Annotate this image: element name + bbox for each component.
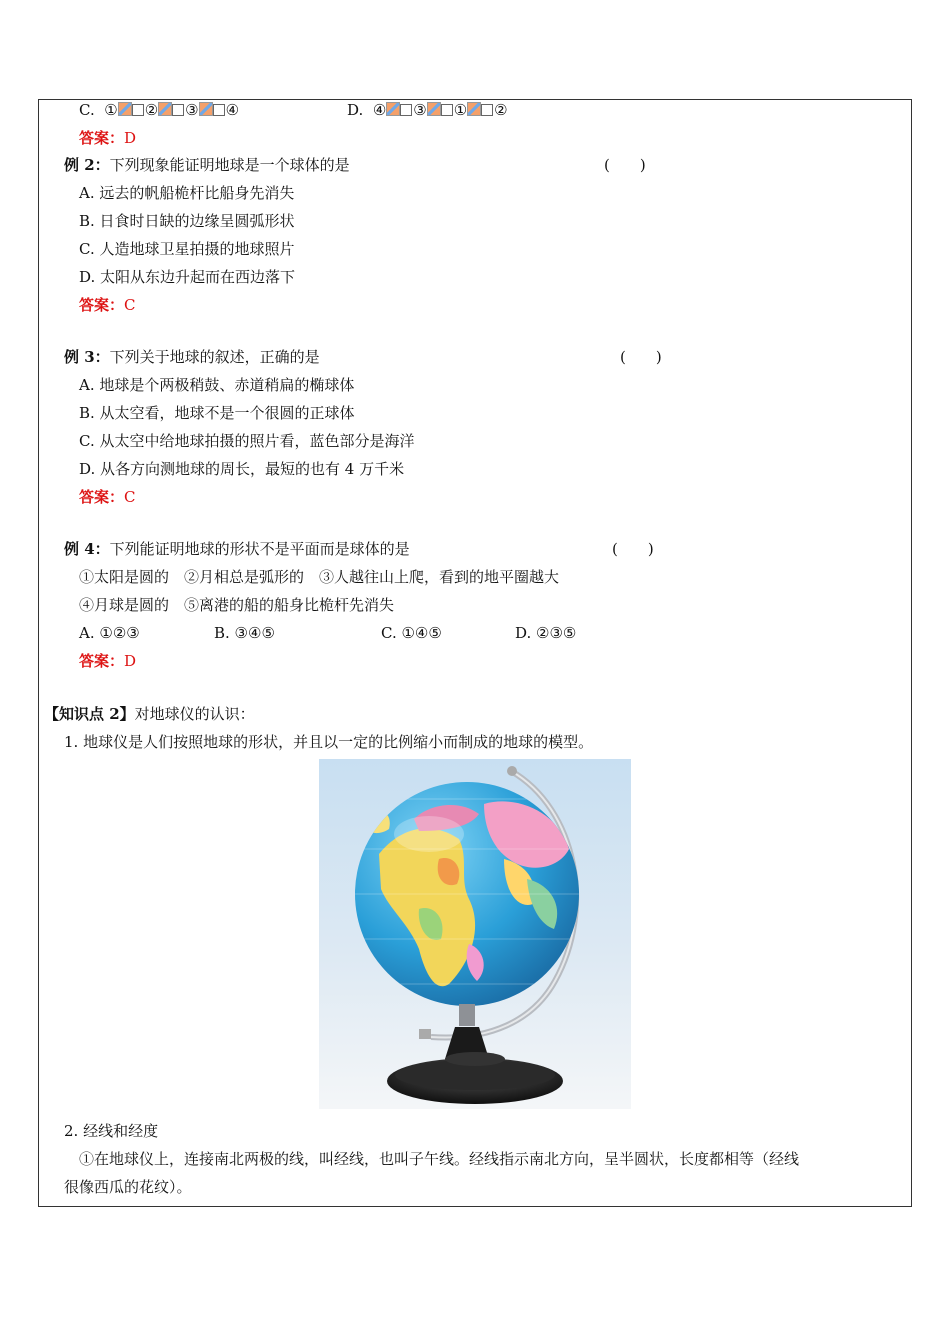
q4-statements-1: ①太阳是圆的 ②月相总是弧形的 ③人越往山上爬，看到的地平圈越大: [79, 568, 560, 586]
q4-option-d: D. ②③⑤: [515, 624, 577, 642]
kp2-paragraph-2: 2. 经线和经度: [64, 1122, 159, 1140]
q4-paren: ( ): [612, 540, 654, 558]
q2-option-a: A. 远去的帆船桅杆比船身先消失: [79, 184, 295, 202]
q2-option-d: D. 太阳从东边升起而在西边落下: [79, 268, 296, 286]
q4-option-a: A. ①②③: [79, 624, 140, 642]
q1-option-d: D. ④ ③ ① ②: [347, 101, 508, 119]
globe-image: [319, 759, 631, 1109]
kp2-paragraph-3a: ①在地球仪上，连接南北两极的线，叫经线，也叫子午线。经线指示南北方向，呈半圆状，长度都相等（经线: [79, 1150, 800, 1168]
q3-option-c: C. 从太空中给地球拍摄的照片看，蓝色部分是海洋: [79, 432, 415, 450]
q2-paren: ( ): [604, 156, 646, 174]
q2-option-b: B. 日食时日缺的边缘呈圆弧形状: [79, 212, 295, 230]
kp2-paragraph-1: 1. 地球仪是人们按照地球的形状，并且以一定的比例缩小而制成的地球的模型。: [64, 733, 594, 751]
q2-answer: 答案：C: [79, 296, 136, 314]
box-icon: [213, 104, 225, 116]
q2-option-c: C. 人造地球卫星拍摄的地球照片: [79, 240, 295, 258]
broken-image-icon: [467, 102, 481, 116]
q4-option-b: B. ③④⑤: [214, 624, 275, 642]
box-icon: [481, 104, 493, 116]
q4-option-c: C. ①④⑤: [381, 624, 442, 642]
q3-stem: 例 3：下列关于地球的叙述，正确的是: [64, 348, 320, 366]
q3-option-a: A. 地球是个两极稍鼓、赤道稍扁的椭球体: [79, 376, 355, 394]
q1-option-c: C. ① ② ③ ④: [79, 101, 240, 119]
broken-image-icon: [386, 102, 400, 116]
broken-image-icon: [118, 102, 132, 116]
globe-icon: [319, 759, 631, 1109]
q3-option-d: D. 从各方向测地球的周长，最短的也有 4 万千米: [79, 460, 405, 478]
q4-stem: 例 4：下列能证明地球的形状不是平面而是球体的是: [64, 540, 410, 558]
q1-answer: 答案：D: [79, 129, 137, 147]
q3-answer: 答案：C: [79, 488, 136, 506]
broken-image-icon: [158, 102, 172, 116]
broken-image-icon: [427, 102, 441, 116]
q3-option-b: B. 从太空看，地球不是一个很圆的正球体: [79, 404, 355, 422]
box-icon: [441, 104, 453, 116]
box-icon: [172, 104, 184, 116]
box-icon: [400, 104, 412, 116]
q3-paren: ( ): [620, 348, 662, 366]
q2-stem: 例 2：下列现象能证明地球是一个球体的是: [64, 156, 350, 174]
kp2-paragraph-3b: 很像西瓜的花纹）。: [64, 1178, 192, 1196]
q4-statements-2: ④月球是圆的 ⑤离港的船的船身比桅杆先消失: [79, 596, 395, 614]
q4-answer: 答案：D: [79, 652, 137, 670]
box-icon: [132, 104, 144, 116]
broken-image-icon: [199, 102, 213, 116]
kp2-heading: 【知识点 2】对地球仪的认识：: [44, 705, 255, 723]
